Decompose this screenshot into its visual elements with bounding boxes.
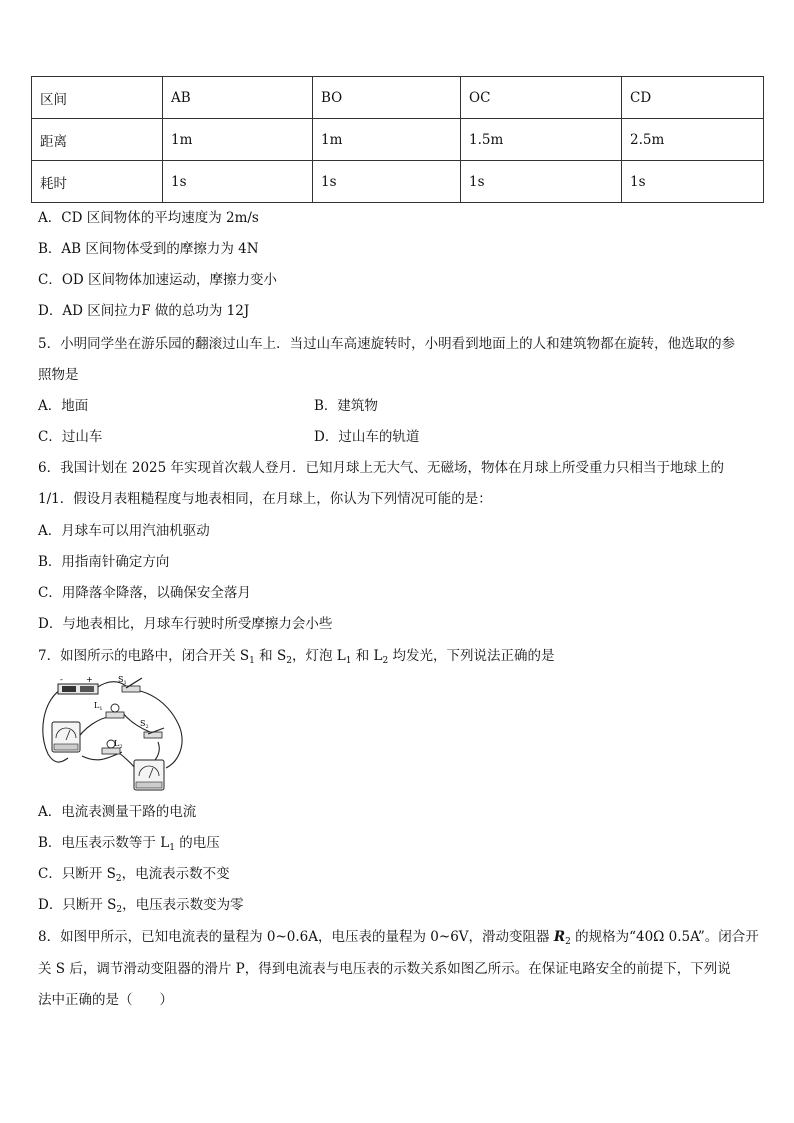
table-cell: 1s (313, 161, 461, 203)
q6-option-c: C．用降落伞降落，以确保安全落月 (38, 585, 251, 601)
q6-stem-line2: 1/1．假设月表粗糙程度与地表相同，在月球上，你认为下列情况可能的是： (38, 491, 492, 507)
table-cell: BO (313, 77, 461, 119)
q6-stem-line1: 6．我国计划在 2025 年实现首次载人登月．已知月球上无大气、无磁场，物体在月球上所受重力只相当于地球上的 (38, 460, 725, 476)
table-cell: OC (461, 77, 622, 119)
table-cell: 2.5m (622, 119, 764, 161)
q8-stem-line3: 法中正确的是（ ） (38, 992, 173, 1008)
table-row (32, 161, 764, 203)
q5-stem-line1: 5．小明同学坐在游乐园的翻滚过山车上．当过山车高速旋转时，小明看到地面上的人和建筑物都在旋转，他选取的参 (38, 336, 736, 352)
table-cell: 耗时 (32, 161, 163, 203)
q7-option-d: D．只断开 $S_2$，电压表示数变为零 (38, 897, 244, 915)
table-cell: 距离 (32, 119, 163, 161)
q5-option-d: D．过山车的轨道 (314, 429, 420, 445)
table-cell: 1s (461, 161, 622, 203)
battery-plus-label: + (86, 675, 93, 684)
ammeter-icon (134, 760, 164, 790)
q4-option-d: D．AD 区间拉力F 做的总功为 12J (38, 303, 250, 319)
table-cell: 1m (163, 119, 313, 161)
lamp-l1-icon (106, 704, 124, 718)
q5-option-b: B．建筑物 (314, 398, 378, 414)
q7-stem: 7．如图所示的电路中，闭合开关 $S_1$ 和 $S_2$，灯泡 $L_1$ 和 $L_2$ 均发光，下列说法正确的是 (38, 648, 555, 666)
q6-option-a: A．月球车可以用汽油机驱动 (38, 523, 210, 539)
battery-minus-label: - (60, 675, 63, 684)
q5-option-a: A．地面 (38, 398, 89, 414)
q4-option-a: A．CD 区间物体的平均速度为 2m/s (38, 210, 259, 226)
circuit-figure (38, 672, 188, 794)
q8-stem-line2: 关 S 后，调节滑动变阻器的滑片 P，得到电流表与电压表的示数关系如图乙所示。在保证电路安全的前提下，下列说 (38, 961, 731, 977)
q4-option-c: C．OD 区间物体加速运动，摩擦力变小 (38, 272, 278, 288)
data-table (31, 76, 764, 203)
battery-icon (58, 684, 98, 694)
q4-option-b: B．AB 区间物体受到的摩擦力为 4N (38, 241, 259, 257)
table-cell: 1m (313, 119, 461, 161)
table-cell: CD (622, 77, 764, 119)
q7-option-b: B．电压表示数等于 $L_1$ 的电压 (38, 835, 220, 853)
lamp-l2-label: $L_2$ (114, 739, 123, 750)
q5-stem-line2: 照物是 (38, 367, 79, 383)
q6-option-d: D．与地表相比，月球车行驶时所受摩擦力会小些 (38, 616, 333, 632)
table-cell: 1.5m (461, 119, 622, 161)
q6-option-b: B．用指南针确定方向 (38, 554, 170, 570)
q5-option-c: C．过山车 (38, 429, 103, 445)
q7-option-c: C．只断开 $S_2$，电流表示数不变 (38, 866, 230, 884)
q8-stem-line1: 8．如图甲所示，已知电流表的量程为 0~0.6A，电压表的量程为 0~6V，滑动变阻器 $R_2$ 的规格为“40Ω 0.5A”。闭合开 (38, 929, 759, 947)
table-cell: 区间 (32, 77, 163, 119)
table-row (32, 119, 764, 161)
q7-option-a: A．电流表测量干路的电流 (38, 804, 197, 820)
switch-s2-label: $S_2$ (140, 719, 149, 730)
lamp-l1-label: $L_1$ (94, 701, 103, 712)
table-cell: 1s (622, 161, 764, 203)
table-cell: AB (163, 77, 313, 119)
table-cell: 1s (163, 161, 313, 203)
table-row (32, 77, 764, 119)
voltmeter-icon (52, 722, 80, 752)
switch-s1-label: $S_1$ (118, 675, 127, 686)
